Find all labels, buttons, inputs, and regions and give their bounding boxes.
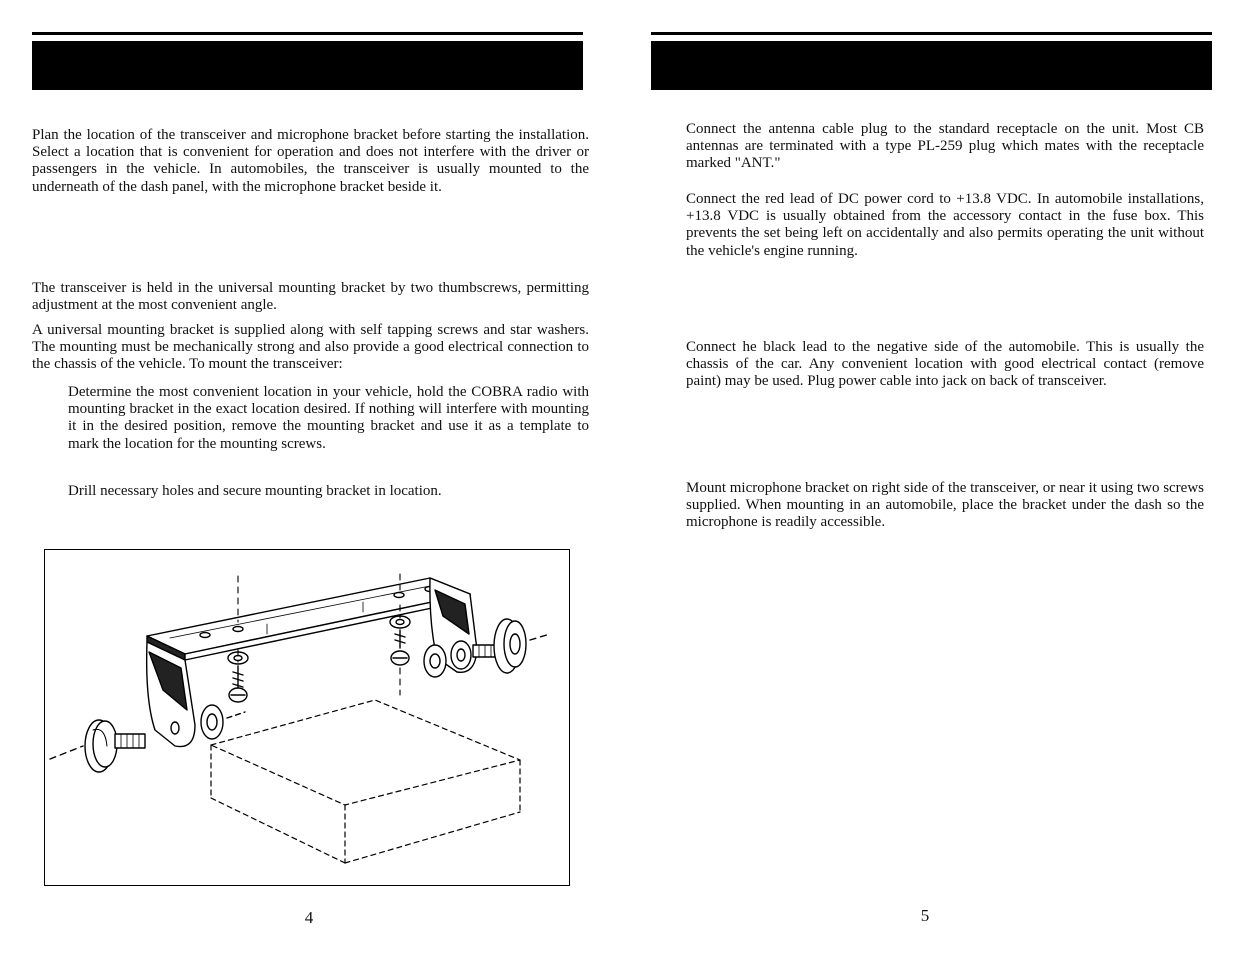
- page-number: 4: [304, 908, 314, 927]
- bracket-plate: [147, 578, 470, 660]
- paragraph-antenna-connection: Connect the antenna cable plug to the standard receptacle on the unit. Most CB antennas are terminated with a type PL-259 plug which mates with the receptacle marked "ANT.": [686, 121, 1204, 172]
- paragraph-location-planning: Plan the location of the transceiver and microphone bracket before starting the installation. Select a location that is convenient for operation and does not interfere with the driver or passengers in the vehicle. In automobiles, the transceiver is usually mounted to the underneath of the dash panel, with the microphone bracket beside it.: [32, 127, 589, 195]
- header-rule: [651, 32, 1212, 35]
- left-thumbscrew: [50, 705, 245, 772]
- left-screw: [228, 652, 248, 702]
- step-drill-holes: Drill necessary holes and secure mounting bracket in location.: [68, 483, 442, 499]
- section-header-bar: [32, 41, 583, 90]
- paragraph-thumbscrews: The transceiver is held in the universal mounting bracket by two thumbscrews, permitting adjustment at the most convenient angle.: [32, 280, 589, 314]
- mounting-bracket-illustration: [44, 549, 570, 886]
- section-header-bar: [651, 41, 1212, 90]
- right-screw: [390, 616, 410, 665]
- right-page: [617, 0, 1235, 954]
- page-number: 5: [920, 906, 930, 925]
- left-page: [0, 0, 617, 954]
- paragraph-black-lead-ground: Connect he black lead to the negative side of the automobile. This is usually the chassis of the car. Any convenient location with good electrical contact (remove paint) may be used. Plug power cable into jack on back of transceiver.: [686, 339, 1204, 390]
- paragraph-microphone-bracket: Mount microphone bracket on right side of the transceiver, or near it using two screws supplied. When mounting in an automobile, place the bracket under the dash so the microphone is readily accessible.: [686, 480, 1205, 531]
- paragraph-mounting-bracket: A universal mounting bracket is supplied along with self tapping screws and star washers. The mounting must be mechanically strong and also provide a good electrical connection to the chassis of the vehicle. To mount the transceiver:: [32, 322, 589, 373]
- transceiver-outline: [211, 700, 520, 863]
- bracket-diagram: [45, 550, 571, 887]
- paragraph-power-red-lead: Connect the red lead of DC power cord to +13.8 VDC. In automobile installations, +13.8 VDC is usually obtained from the accessory contact in the fuse box. This prevents the set being left on accidentally and also permits operating the unit without the vehicle's engine running.: [686, 191, 1204, 259]
- step-determine-location: Determine the most convenient location in your vehicle, hold the COBRA radio with mounting bracket in the exact location desired. If nothing will interfere with mounting it in the desired position, remove the mounting bracket and use it as a template to mark the location for the mounting screws.: [68, 384, 589, 452]
- header-rule: [32, 32, 583, 35]
